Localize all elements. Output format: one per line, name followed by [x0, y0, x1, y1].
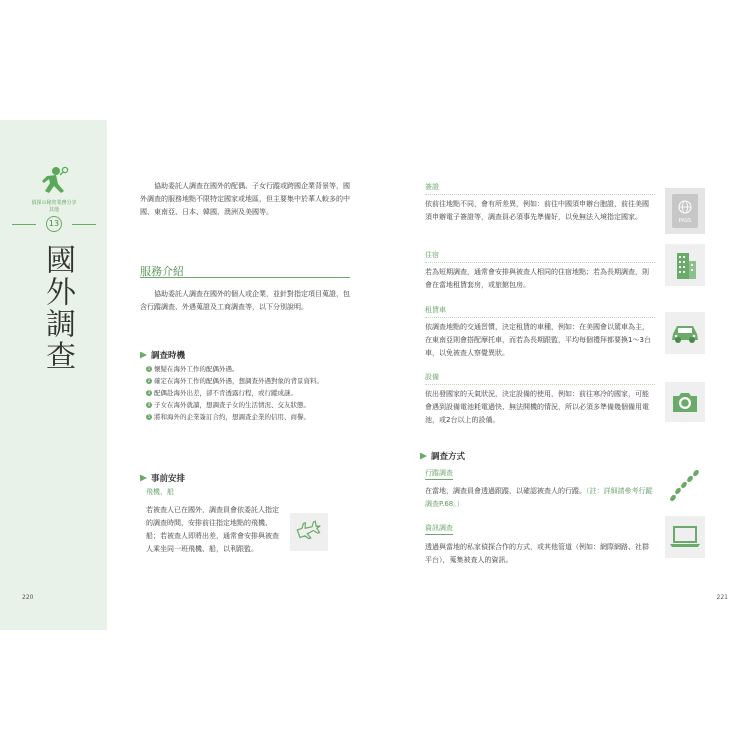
- car-icon-box: [665, 312, 705, 354]
- chapter-title: 國外調查: [40, 244, 75, 372]
- service-paragraph: 協助委託人調查在國外的個人或企業，並針對指定項目蒐證，包含行蹤調查、外遇蒐證及工商調查等，以下分別說明。: [140, 290, 350, 311]
- list-item: 1 懷疑在海外工作的配偶外遇。: [147, 365, 239, 373]
- tracking-label: 行蹤調查: [425, 468, 453, 480]
- footprints-icon-box: [665, 466, 705, 506]
- timing-heading: [140, 349, 185, 361]
- car-icon: [669, 320, 701, 346]
- timing-heading-text: 調查時機: [151, 351, 186, 361]
- timing-list: [146, 364, 356, 424]
- equipment-label: 設備: [425, 373, 439, 381]
- page-number: 221: [716, 594, 728, 601]
- equipment-paragraph: 依出發國家的天氣狀況，決定設備的使用，例如：前往寒冷的國家，可能會遇到設備電池耗電過快、無法開機的情況，所以必須多準備幾個備用電池，或2台以上的設備。: [425, 390, 649, 424]
- page-number: 220: [22, 594, 34, 601]
- list-item: 4 子女在海外就讀，想調查子女的生活情況、交友狀態。: [147, 401, 310, 409]
- chapter-sidebar: [0, 120, 107, 630]
- footprints-icon: [667, 468, 703, 504]
- building-icon: [670, 249, 700, 281]
- network-paragraph: 透過與當地的私家偵探合作的方式，或其他管道（例如：網際網路、社群平台），蒐集被查人的資訊。: [425, 543, 649, 564]
- service-heading-text: 服務介紹: [140, 265, 184, 278]
- divider: [72, 224, 96, 225]
- laptop-icon-box: [665, 516, 705, 558]
- passport-icon: [670, 192, 700, 230]
- lodging-paragraph: 若為短期調查，通常會安排與被查人相同的住宿地點；若為長期調查，則會在當地租賃套房，或旅館包房。: [425, 268, 649, 289]
- tracking-reference: （註：詳細請參考行蹤調查P.68。）: [425, 487, 653, 508]
- flight-label: 飛機、船: [146, 488, 174, 496]
- prep-heading-text: 事前安排: [151, 474, 186, 484]
- left-page: [0, 120, 375, 630]
- bullet-marker-icon: [420, 453, 427, 460]
- divider: [12, 224, 36, 225]
- list-item: 3 配偶赴海外出差，卻不肯透露行程，或行蹤成謎。: [147, 389, 297, 397]
- series-title: 偵探の秘密業務分享: [31, 200, 77, 206]
- intro-paragraph: 協助委託人調查在國外的配偶、子女行蹤或跨國企業背景等，國外調查的服務地點不限特定國家或地區，但主要集中於華人較多的中國、東南亞、日本、韓國、澳洲及美國等。: [140, 182, 350, 216]
- detective-icon: [36, 164, 70, 198]
- visa-label: 簽證: [425, 183, 439, 191]
- laptop-icon: [669, 525, 701, 549]
- car-label: 租賃車: [425, 306, 446, 314]
- airplane-icon: [295, 518, 323, 546]
- camera-icon: [670, 389, 700, 415]
- methods-heading-text: 調查方式: [431, 452, 466, 462]
- bullet-marker-icon: [140, 475, 147, 482]
- passport-caption: PASS: [678, 218, 692, 224]
- building-icon-box: [665, 244, 705, 286]
- series-label: [12, 200, 96, 213]
- bullet-marker-icon: [140, 352, 147, 359]
- airplane-icon-box: [290, 513, 328, 551]
- prep-heading: [140, 472, 185, 484]
- methods-heading: [420, 450, 465, 462]
- chapter-number-row: [12, 216, 96, 232]
- tracking-paragraph: 在當地，調查員會透過跟蹤，以確認被查人的行蹤。（註：詳細請參考行蹤調查P.68。）: [425, 487, 653, 508]
- book-spread: [0, 120, 750, 630]
- list-item: 2 確定在海外工作的配偶外遇，想調查外遇對象的背景資料。: [147, 377, 323, 385]
- right-page: [375, 120, 750, 630]
- camera-icon-box: [665, 382, 705, 422]
- chapter-number: 13: [46, 216, 62, 232]
- series-category: 其他: [48, 206, 59, 213]
- lodging-label: 住宿: [425, 251, 439, 259]
- visa-paragraph: 依前往地點不同，會有所差異，例如：前往中國須申辦台胞證，前往美國須申辦電子簽證等，調查員必須事先準備好，以免無法入境指定國家。: [425, 200, 649, 221]
- flight-paragraph: 若被查人已在國外，調查員會依委託人指定的調查時間，安排前往指定地點的飛機、船；若被查人即將出差，通常會安排與被查人乘坐同一班飛機、船，以利跟監。: [146, 506, 279, 553]
- divider: [425, 194, 655, 195]
- car-paragraph: 依調查地點的交通習慣，決定租賃的車種，例如：在美國會以駕車為主，在東南亞則會搭配摩托車，而若為長期跟監，平均每個禮拜都要換1～3台車，以免被查人察覺異狀。: [425, 323, 651, 357]
- divider: [425, 262, 655, 263]
- network-label: 資訊調查: [425, 523, 453, 535]
- service-heading: [140, 260, 350, 278]
- divider: [425, 317, 655, 318]
- passport-icon-box: [665, 188, 705, 234]
- list-item: 5 將和海外的企業簽訂合約，想調查企業的信用、商譽。: [147, 413, 310, 421]
- divider: [425, 384, 655, 385]
